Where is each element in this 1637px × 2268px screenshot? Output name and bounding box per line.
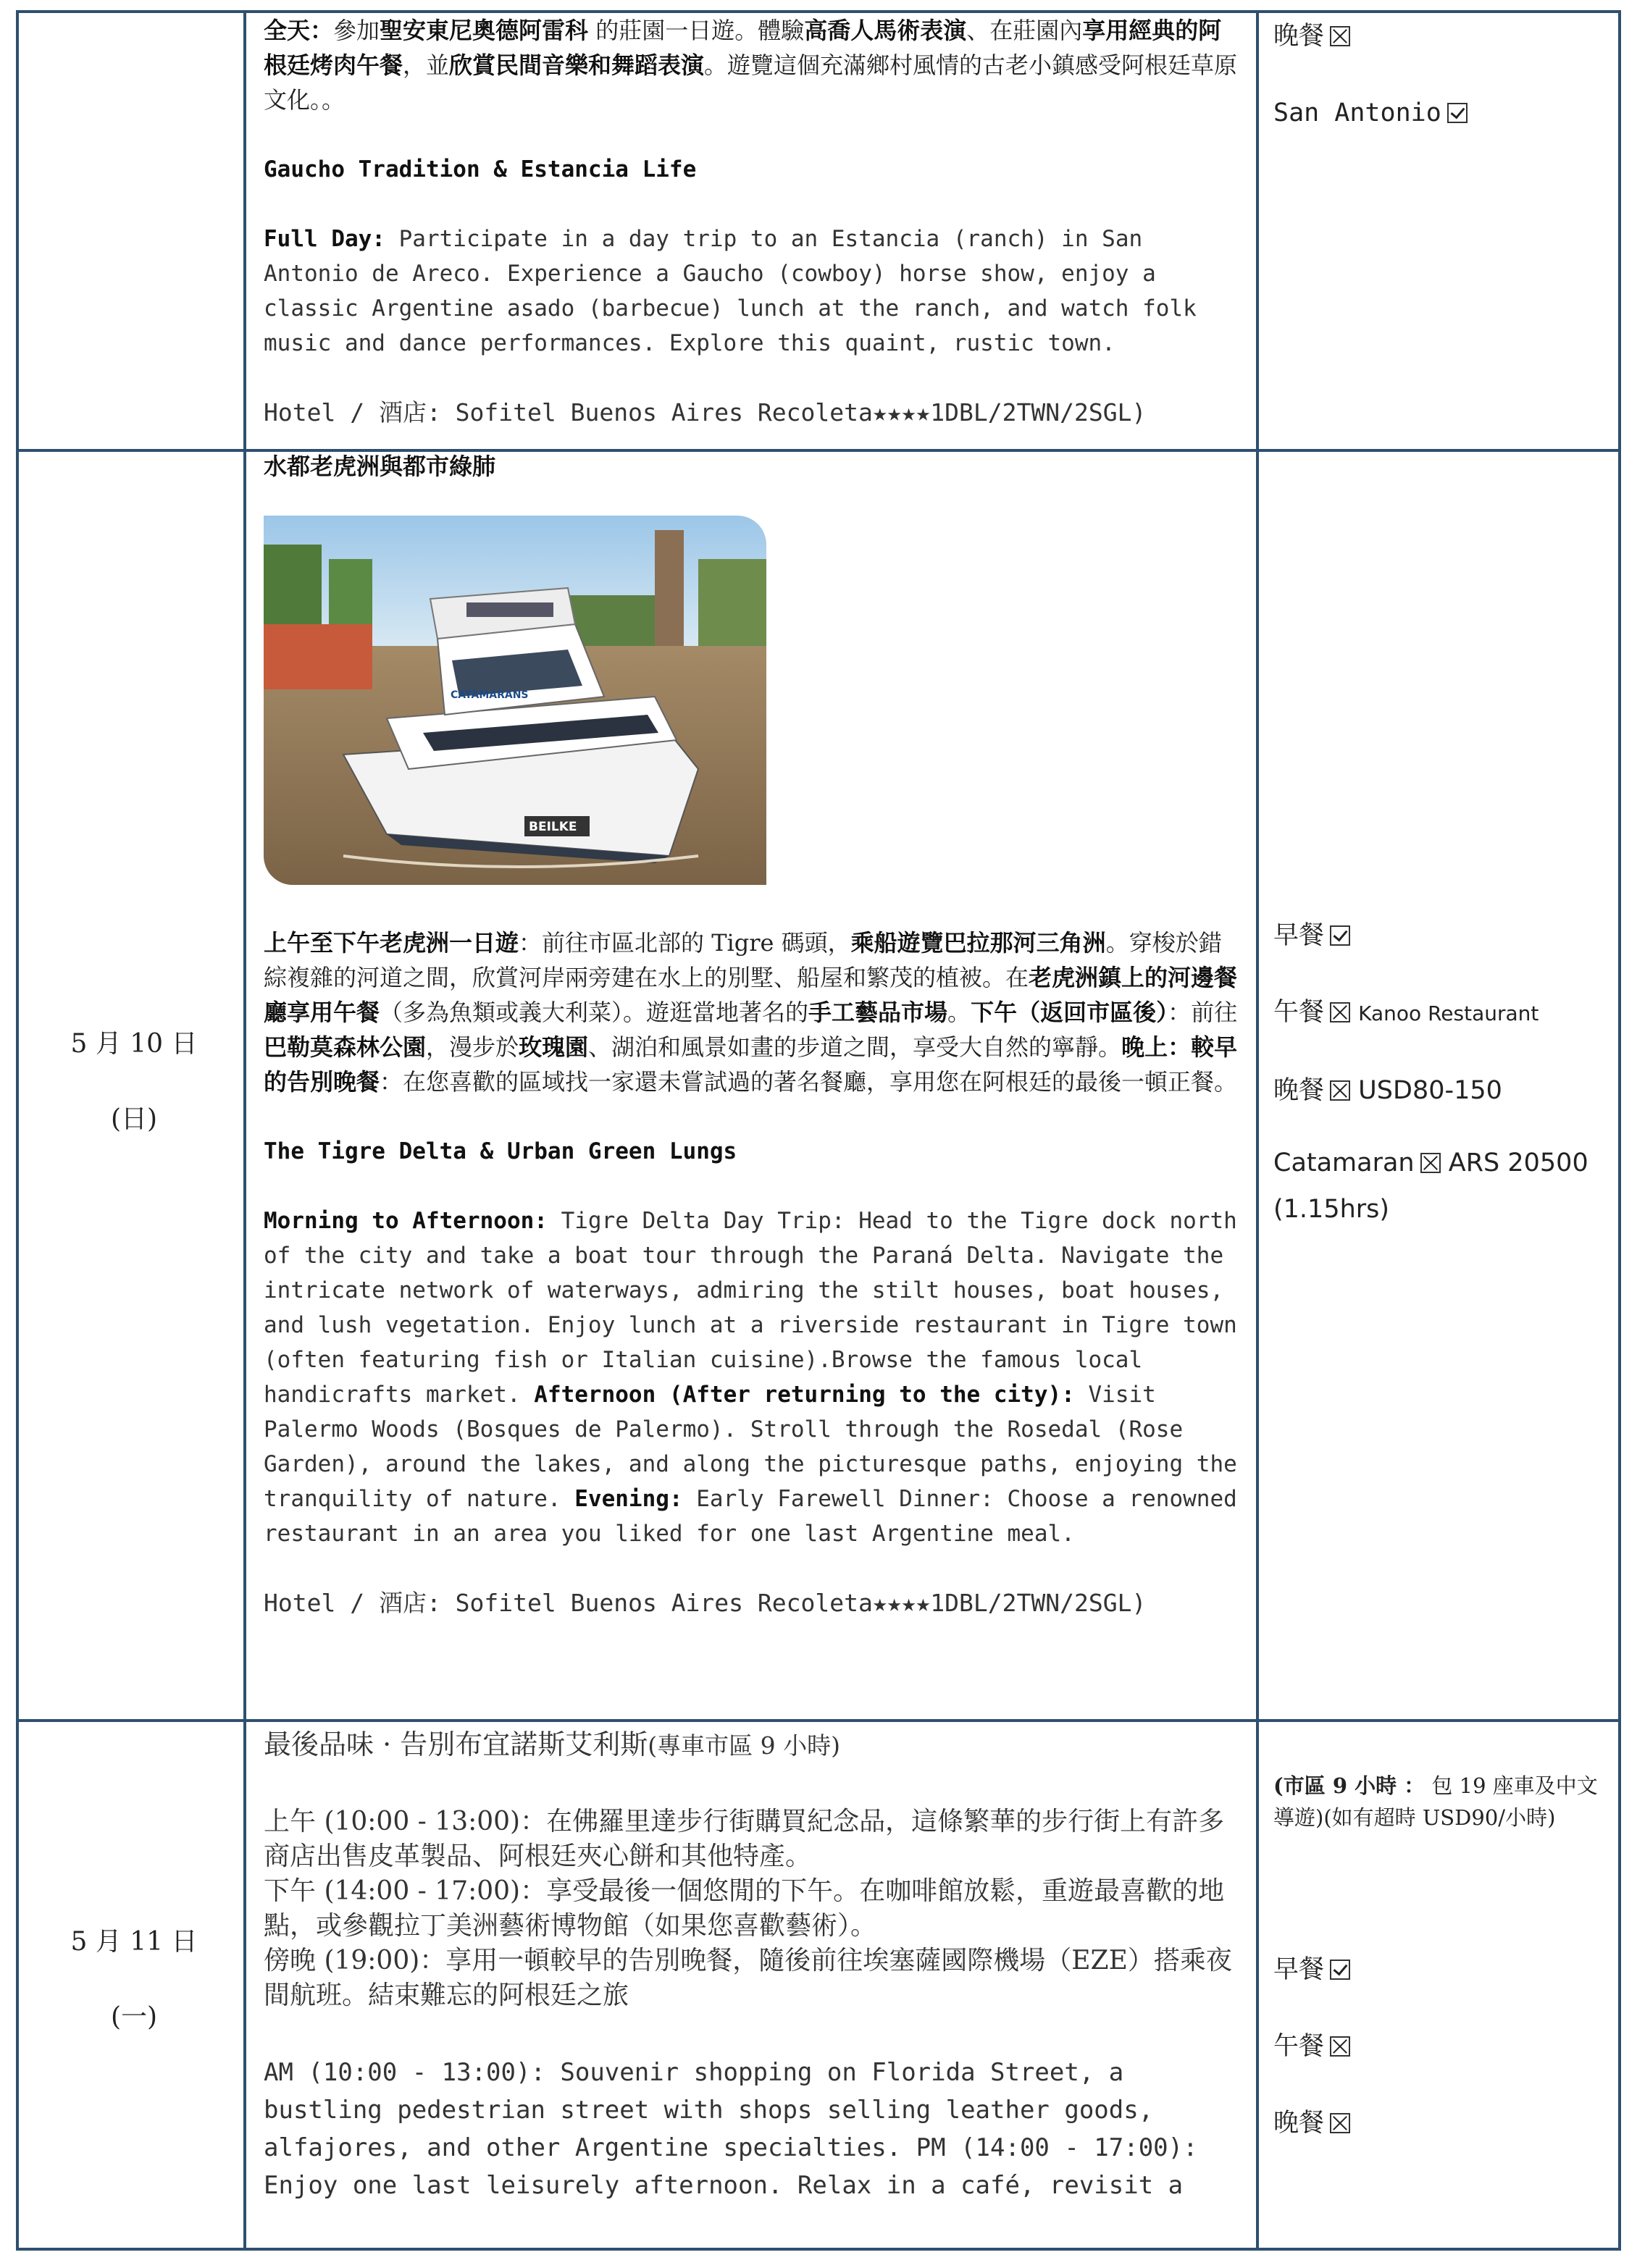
row3-evening: 傍晚 (19:00)：享用一頓較早的告別晚餐，隨後前往埃塞薩國際機場（EZE）搭乘夜間航班。結束難忘的阿根廷之旅 (264, 1946, 1232, 2010)
text-run: 下午（返回市區後） (971, 999, 1168, 1026)
row3-title: 最後品味 · 告別布宜諾斯艾利斯(專車市區 9 小時) (264, 1729, 840, 1760)
row2-title: 水都老虎洲與都市綠肺 (264, 453, 496, 480)
row2-hotel: Hotel / 酒店: Sofitel Buenos Aires Recoleta★★★★1DBL/2TWN/2SGL) (264, 1589, 1147, 1617)
text-run: 晚上：較早的告別晚餐 (264, 1033, 1238, 1096)
row3-meal-breakfast: 早餐 (1273, 1949, 1604, 1990)
checked-box-icon (1330, 925, 1350, 946)
row2-meal-lunch: 午餐 Kanoo Restaurant (1273, 998, 1539, 1027)
text-run: 。 (947, 999, 971, 1026)
text-run: Early Farewell Dinner: Choose a renowned restaurant in an area you liked for one last Argentine meal. (264, 1486, 1237, 1547)
row3-weekday: (一) (110, 2002, 158, 2032)
row1-description (249, 13, 1256, 449)
row2-catamaran: Catamaran ARS 20500 (1.15hrs) (1273, 1148, 1588, 1224)
crossed-box-icon (1330, 2113, 1350, 2133)
row1-en-label: Full Day: (264, 226, 385, 252)
boat-brand-text: CATAMARANS (451, 689, 529, 701)
row2-meal-dinner: 晚餐 USD80-150 (1273, 1076, 1502, 1105)
lunch-restaurant: Kanoo Restaurant (1358, 1001, 1539, 1025)
text-run: Visit Palermo Woods (Bosques de Palermo). Stroll through the Rosedal (Rose Garden), around the lakes, and along the picturesque paths, enjoying the tranquility of nature. (264, 1382, 1237, 1512)
text-run: 手工藝品市場 (808, 999, 948, 1026)
checked-box-icon (1330, 1960, 1350, 1980)
text-run: 玫瑰園 (519, 1033, 589, 1061)
row2-meal-breakfast: 早餐 (1273, 915, 1604, 956)
row3-meal-note: (市區 9 小時 ： 包 19 座車及中文導遊)(如有超時 USD90/小時) (1273, 1773, 1598, 1830)
text-run: 上午至下午老虎洲一日遊 (264, 929, 519, 957)
text-run: （多為魚類或義大利菜）。遊逛當地著名的 (380, 999, 809, 1026)
checked-box-icon (1447, 103, 1468, 123)
row1-meals (1259, 13, 1618, 449)
row1-english-heading: Gaucho Tradition & Estancia Life (264, 156, 697, 182)
text-run: 全天： (264, 17, 334, 44)
row2-description (249, 452, 1256, 1719)
text-run: 欣賞民間音樂和舞蹈表演 (449, 51, 705, 79)
row2-meals (1259, 452, 1618, 1719)
row1-meal-san-antonio: San Antonio (1273, 93, 1604, 133)
row1-meal-dinner: 晚餐 (1273, 16, 1604, 56)
row2-english-paragraph (264, 1204, 1242, 1551)
text-run: 、湖泊和風景如畫的步道之間，享受大自然的寧靜。 (588, 1033, 1122, 1061)
row3-afternoon: 下午 (14:00 - 17:00)：享受最後一個悠閒的下午。在咖啡館放鬆，重遊最喜歡的地點，或參觀拉丁美洲藝術博物館（如果您喜歡藝術）。 (264, 1876, 1225, 1941)
text-run: ：在您喜歡的區域找一家還未嘗試過的著名餐廳，享用您在阿根廷的最後一頓正餐。 (380, 1068, 1238, 1096)
text-run: Evening: (574, 1486, 683, 1512)
crossed-box-icon (1330, 1002, 1350, 1022)
row3-morning: 上午 (10:00 - 13:00)：在佛羅里達步行街購買紀念品，這條繁華的步行街上有許多商店出售皮革製品、阿根廷夾心餅和其他特產。 (264, 1807, 1225, 1871)
row3-meal-lunch: 午餐 (1273, 2026, 1604, 2067)
row1-en-text: Participate in a day trip to an Estancia (ranch) in San Antonio de Areco. Experience a Gaucho (cowboy) horse show, enjoy a classic Argentine asado (barbecue) lunch at the ranch, and watch folk music and dance performances. Explore this quaint, rustic town. (264, 226, 1197, 356)
row1-hotel: Hotel / 酒店: Sofitel Buenos Aires Recoleta★★★★1DBL/2TWN/2SGL) (264, 398, 1147, 427)
text-run: 。穿梭於錯綜複雜的河道之間，欣賞河岸兩旁建在水上的別墅、船屋和繁茂的植被。在 (264, 929, 1222, 991)
text-run: 、在莊園內 (966, 17, 1083, 44)
text-run: 巴勒莫森林公園 (264, 1033, 427, 1061)
row2-weekday: (日) (110, 1104, 158, 1134)
row2-english-heading: The Tigre Delta & Urban Green Lungs (264, 1138, 737, 1164)
text-run: 享用經典的阿根廷烤肉午餐 (264, 17, 1222, 79)
crossed-box-icon (1330, 1080, 1350, 1101)
crossed-box-icon (1330, 26, 1350, 46)
text-run: 老虎洲鎮上的河邊餐廳享用午餐 (264, 964, 1238, 1026)
row3-date-cell (22, 1722, 246, 2251)
text-run: 參加 (333, 17, 380, 44)
catamaran-price: ARS 20500 (1.15hrs) (1273, 1148, 1588, 1224)
text-run: 的莊園一日遊。體驗 (588, 17, 805, 44)
row2-date: 5 月 10 日 (70, 1029, 198, 1059)
row2-chinese-paragraph (264, 925, 1242, 1099)
text-run: ：前往市區北部的 Tigre 碼頭， (519, 929, 851, 957)
tigre-boat-photo (264, 516, 766, 885)
text-run: ，並 (403, 51, 450, 79)
text-run: ，漫步於 (426, 1033, 519, 1061)
row3-meals (1259, 1722, 1618, 2251)
text-run: ：前往 (1168, 999, 1238, 1026)
row3-date: 5 月 11 日 (70, 1927, 198, 1957)
crossed-box-icon (1420, 1153, 1441, 1173)
row1-chinese-paragraph (264, 13, 1242, 117)
boat-name-text: BEILKE (529, 820, 577, 834)
text-run: Tigre Delta Day Trip: Head to the Tigre dock north of the city and take a boat tour through the Paraná Delta. Navigate the intricate network of waterways, admiring the stilt houses, boat houses, and lush vegetation. Enjoy lunch at a riverside restaurant in Tigre town (often featuring fish or Italian cuisine).Browse the famous local handicrafts market. (264, 1208, 1237, 1408)
row3-meal-dinner: 晚餐 (1273, 2103, 1604, 2143)
itinerary-table (16, 10, 1621, 2251)
row3-title-note: (專車市區 9 小時) (648, 1731, 840, 1760)
row3-english-paragraph: AM (10:00 - 13:00): Souvenir shopping on Florida Street, a bustling pedestrian street with shops selling leather goods, alfajores, and other Argentine specialties. PM (14:00 - 17:00): Enjoy one last leisurely afternoon. Relax in a café, revisit a (264, 2058, 1198, 2200)
text-run: 高喬人馬術表演 (804, 17, 967, 44)
row3-description (249, 1722, 1256, 2251)
text-run: 。遊覽這個充滿鄉村風情的古老小鎮感受阿根廷草原文化。。 (264, 51, 1238, 114)
text-run: 乘船遊覽巴拉那河三角洲 (850, 929, 1106, 957)
row2-date-cell (22, 452, 246, 1719)
text-run: Afternoon (After returning to the city): (534, 1382, 1075, 1408)
text-run: Morning to Afternoon: (264, 1208, 548, 1234)
row1-english-paragraph (264, 222, 1242, 361)
crossed-box-icon (1330, 2036, 1350, 2057)
dinner-price: USD80-150 (1358, 1076, 1502, 1105)
text-run: 聖安東尼奧德阿雷科 (380, 17, 589, 44)
